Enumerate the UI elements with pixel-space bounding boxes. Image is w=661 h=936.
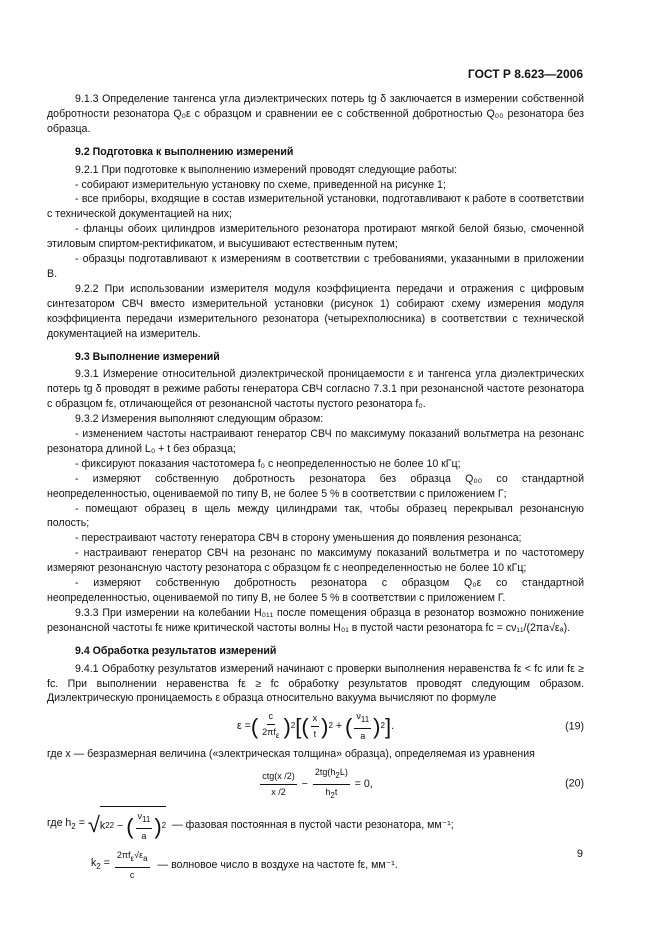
list-item: - измеряют собственную добротность резонатора без образца Q₀₀ со стандартной неопределенностью, оцениваемой по типу В, не более 5 % в соответствии с приложением Г; bbox=[47, 472, 584, 500]
list-item: - перестраивают частоту генератора СВЧ в сторону уменьшения до появления резонанса; bbox=[75, 532, 522, 545]
paragraph-9-2-2: 9.2.2 При использовании измерителя модуля коэффициента передачи и отражения с цифровым синтезатором СВЧ вместо измерительной установки (рисунок 1) собирают схему измерения модуля коэффициента передачи измерительного резонатора (четырехполюсника) в соответствии с технической документацией на измеритель. bbox=[47, 282, 584, 340]
equation-number: (20) bbox=[565, 777, 584, 790]
paragraph-9-4-1: 9.4.1 Обработку результатов измерений начинают с проверки выполнения неравенства fε < fc или fε ≥ fc. При выполнении неравенства fε ≥ fc обработку результатов проводят следующим образом. Диэлектрическую проницаемость ε образца относительно вакуума вычисляют по формуле bbox=[47, 662, 584, 705]
list-item: - фиксируют показания частотомера f₀ с неопределенностью не более 10 кГц; bbox=[75, 457, 461, 470]
paragraph-9-3-2: 9.3.2 Измерения выполняют следующим образом: bbox=[75, 413, 324, 426]
list-item: - изменением частоты настраивают генератор СВЧ по максимуму показаний вольтметра на резонанс резонатора длиной L₀ + t без образца; bbox=[47, 428, 584, 455]
page-number: 9 bbox=[576, 848, 583, 860]
list-item: - фланцы обоих цилиндров измерительного резонатора протирают мягкой белой бязью, смоченной этиловым спиртом-ректификатом, и высушивают естественным путем; bbox=[47, 223, 584, 251]
list-item: - настраивают генератор СВЧ на резонанс по максимуму показаний вольтметра и по частотомеру измеряют резонансную частоту резонатора с образцом fε с неопределенностью не более 10 кГц; bbox=[47, 547, 584, 575]
document-body bbox=[47, 92, 584, 882]
heading-9-3: 9.3 Выполнение измерений bbox=[75, 350, 220, 363]
equation-19: ε = ( $\frac{c}{\text{2πfε}}$ ) 2 [ ( $\frac{x}{t}$ ) 2 + ( $\frac{\nu 11}{a}$ ) 2 ] . (19) bbox=[236, 711, 584, 742]
list-item: - образцы подготавливают к измерениям в соответствии с требованиями, указанными в приложении В. bbox=[47, 253, 584, 280]
paragraph-9-2-1: 9.2.1 При подготовке к выполнению измерений проводят следующие работы: bbox=[75, 163, 458, 176]
paragraph-9-1-3: 9.1.3 Определение тангенса угла диэлектрических потерь tg δ заключается в измерении собственной добротности резонатора Q₀ε с образцом и сравнении ее с собственной добротностью Q₀₀ резонатора без образца. bbox=[47, 93, 584, 135]
list-item: - все приборы, входящие в состав измерительной установки, подготавливают к работе в соответствии с технической документацией на них; bbox=[47, 193, 584, 221]
paragraph-9-3-1: 9.3.1 Измерение относительной диэлектрической проницаемости ε и тангенса угла диэлектрических потерь tg δ проводят в режиме работы генератора СВЧ согласно 7.3.1 при резонансной частоте резонатора с образцом fε, отличающейся от резонансной частоты пустого резонатора f₀. bbox=[47, 368, 584, 411]
paragraph-x-definition: где x — безразмерная величина («электрическая толщина» образца), определяемая из уравнения bbox=[47, 747, 535, 760]
list-item: - помещают образец в щель между цилиндрами так, чтобы образец перекрывал резонансную полость; bbox=[47, 502, 584, 530]
document-header: ГОСТ Р 8.623—2006 bbox=[467, 67, 583, 81]
equation-number: (19) bbox=[565, 720, 584, 733]
paragraph-9-3-3: 9.3.3 При измерении на колебании H₀₁₁ после помещения образца в резонатор возможно понижение резонансной частоты fε ниже критической частоты волны H₀₁ в пустой части резонатора fc = cν₁₁/(2πa√εₐ). bbox=[47, 606, 584, 634]
k2-definition: $k_2$ = $\frac{\text{2πfε√εa}}{c}$ — волновое число в воздухе на частоте fε, мм⁻¹. bbox=[91, 849, 398, 880]
equation-20: $\frac{\text{ctg(x /2)}}{x /2}$ − $\frac{2tg(h2L)}{h2t}$ = 0, (20) bbox=[262, 766, 584, 800]
heading-9-4: 9.4 Обработка результатов измерений bbox=[75, 644, 277, 657]
heading-9-2: 9.2 Подготовка к выполнению измерений bbox=[75, 145, 294, 158]
list-item: - измеряют собственную добротность резонатора с образцом Q₀ε со стандартной неопределенностью, оцениваемой по типу В, не более 5 % в соответствии с приложением Г. bbox=[47, 577, 584, 604]
h2-definition: где $h_2$ = √ k 2 2 − ( $\frac{\nu 11}{a}$ ) 2 — фазовая постоянная в пустой части резонатора, мм⁻¹; bbox=[47, 806, 584, 844]
list-item: - собирают измерительную установку по схеме, приведенной на рисунке 1; bbox=[75, 178, 446, 191]
